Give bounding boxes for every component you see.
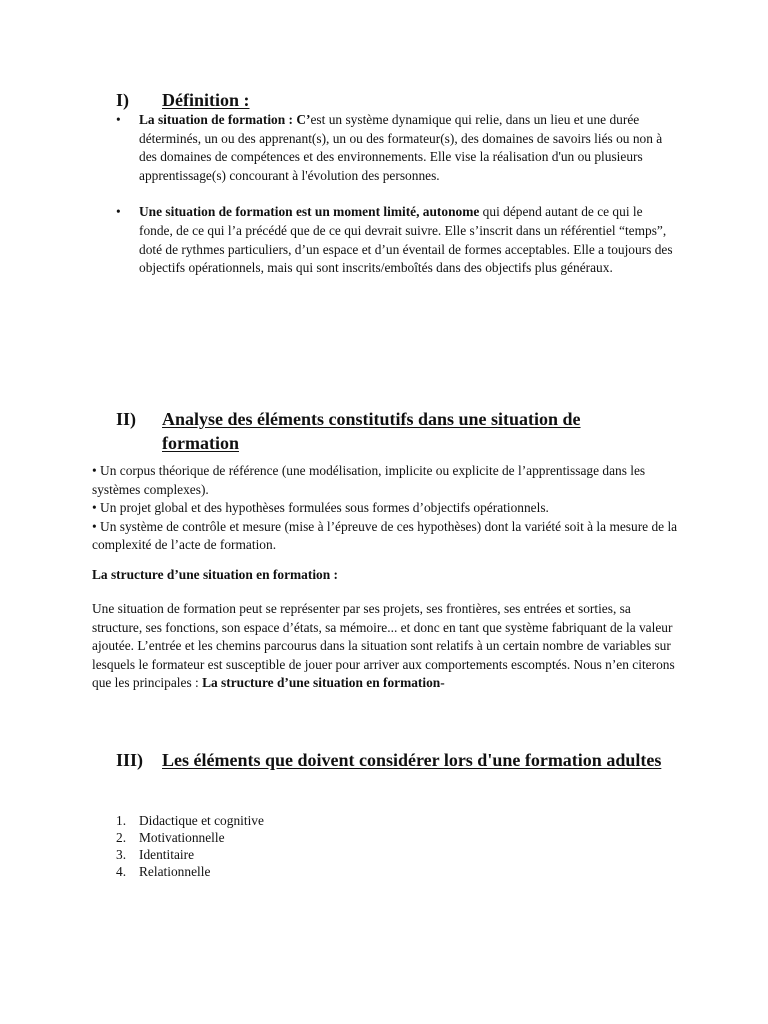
bullet-icon: • xyxy=(116,204,121,220)
list-item-number: 1. xyxy=(116,813,127,828)
structure-paragraph-text: Une situation de formation peut se représenter par ses projets, ses frontières, ses entrées et sorties, sa structure, ses fonctions, son espace d’états, sa mémoire... et donc en tant que système fabriquant de la valeur ajoutée. L’entrée et les chemins parcourus dans la situation sont relatifs à un certain nombre de variables sur lesquels le formateur est susceptible de jouer pour arriver aux comportements escomptés. Nous n’en citerons que les principales : xyxy=(92,601,675,691)
section-2-heading xyxy=(116,407,662,455)
list-item-label: Relationnelle xyxy=(139,864,211,879)
list-item-number: 2. xyxy=(116,830,127,845)
section-1-number: I) xyxy=(116,90,129,110)
elements-paragraph xyxy=(92,462,682,555)
structure-paragraph xyxy=(92,600,682,693)
list-item-label: Didactique et cognitive xyxy=(139,813,264,828)
element-line-1: • Un corpus théorique de référence (une modélisation, implicite ou explicite de l’apprentissage dans les systèmes complexes). xyxy=(92,463,646,497)
definition-bullet-1-bold: La situation de formation : C’ xyxy=(139,112,311,127)
definition-bullet-1-text: est un système dynamique qui relie, dans un lieu et une durée déterminés, un ou des apprenant(s), un ou des formateur(s), des domaines de savoirs liés ou non à des domaines de compétences et des environnements. Elle vise la réalisation d'un ou plusieurs apprentissage(s) concourant à l'évolution des personnes. xyxy=(139,112,663,183)
definition-bullet-2-text: qui dépend autant de ce qui le fonde, de ce qui l’a précédé que de ce qui devrait suivre. Elle s’inscrit dans un référentiel “temps”, doté de rythmes particuliers, d’un espace et d’un éventail de formes acceptables. Elle a toujours des objectifs opérationnels, mais qui sont inscrits/emboîtés dans des objectifs plus généraux. xyxy=(139,204,673,276)
list-item-label: Identitaire xyxy=(139,847,195,862)
definition-bullet-list xyxy=(116,111,676,278)
list-item-number: 4. xyxy=(116,864,127,879)
structure-label: La structure d’une situation en formation : xyxy=(92,567,338,582)
considerations-list xyxy=(116,812,264,880)
list-item xyxy=(116,812,264,829)
section-2-title: Analyse des éléments constitutifs dans une situation de formation xyxy=(162,409,581,453)
section-2-number: II) xyxy=(116,409,137,429)
list-item xyxy=(116,846,264,863)
list-item-number: 3. xyxy=(116,847,127,862)
section-3-heading xyxy=(116,748,682,772)
definition-bullet-2 xyxy=(116,203,676,277)
list-item xyxy=(116,829,264,846)
list-item xyxy=(116,863,264,880)
element-line-2: • Un projet global et des hypothèses formulées sous formes d’objectifs opérationnels. xyxy=(92,500,549,516)
element-line-3: • Un système de contrôle et mesure (mise à l’épreuve de ces hypothèses) dont la variété soit à la mesure de la complexité de l’acte de formation. xyxy=(92,518,678,553)
section-1-heading xyxy=(116,88,250,112)
section-1-title: Définition : xyxy=(162,90,250,110)
section-3-number: III) xyxy=(116,750,144,770)
list-item-label: Motivationnelle xyxy=(139,830,225,845)
definition-bullet-2-bold: Une situation de formation est un moment limité, autonome xyxy=(139,204,480,220)
structure-paragraph-bold: La structure d’une situation en formation- xyxy=(202,675,445,691)
section-3-title: Les éléments que doivent considérer lors d'une formation adultes xyxy=(162,750,662,770)
definition-bullet-1 xyxy=(116,111,676,185)
bullet-icon: • xyxy=(116,112,121,127)
